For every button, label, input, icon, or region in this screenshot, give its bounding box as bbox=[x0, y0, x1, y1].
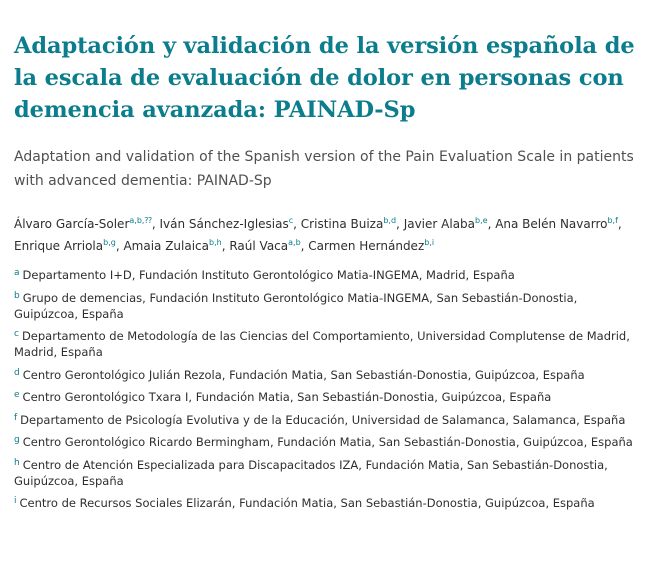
author-name[interactable] bbox=[123, 239, 221, 253]
affiliation-label: a bbox=[14, 268, 20, 278]
author-separator: , bbox=[487, 217, 496, 231]
affiliation-text: Grupo de demencias, Fundación Instituto Gerontológico Matia-INGEMA, San Sebastián-Donostia, Guipúzcoa, España bbox=[14, 290, 578, 321]
affiliation-text: Departamento I+D, Fundación Instituto Gerontológico Matia-INGEMA, Madrid, España bbox=[22, 268, 515, 282]
article-title: Adaptación y validación de la versión española de la escala de evaluación de dolor en personas con demencia avanzada: PAINAD-Sp bbox=[14, 33, 635, 123]
author-name[interactable] bbox=[229, 239, 300, 253]
affiliation-text: Departamento de Metodología de las Ciencias del Comportamiento, Universidad Complutense de Madrid, Madrid, España bbox=[14, 329, 630, 359]
affiliation-label: b bbox=[14, 290, 20, 301]
affiliation-label: f bbox=[14, 412, 18, 423]
author-affiliation-marker[interactable]: b,f bbox=[607, 216, 618, 225]
author-name-text: Ana Belén Navarro bbox=[495, 217, 608, 231]
author-separator: , bbox=[221, 239, 230, 253]
affiliation-item bbox=[14, 367, 635, 383]
affiliation-text: Centro de Atención Especializada para Discapacitados IZA, Fundación Matia, San Sebastián-Donostia, Guipúzcoa, España bbox=[14, 457, 608, 488]
author-affiliation-marker[interactable]: b,g bbox=[103, 238, 116, 247]
affiliation-item bbox=[14, 434, 635, 450]
author-name-text: Carmen Hernández bbox=[308, 239, 425, 253]
author-name[interactable] bbox=[14, 239, 116, 253]
affiliation-item bbox=[14, 457, 635, 489]
affiliation-label: d bbox=[14, 367, 20, 378]
author-name-text: Enrique Arriola bbox=[14, 239, 104, 253]
author-name-text: Javier Alaba bbox=[403, 217, 476, 231]
affiliation-text: Centro Gerontológico Txara I, Fundación Matia, San Sebastián-Donostia, Guipúzcoa, España bbox=[22, 390, 552, 404]
author-separator: , bbox=[151, 217, 160, 231]
author-name-text: Raúl Vaca bbox=[229, 239, 289, 253]
affiliation-label: i bbox=[14, 496, 17, 506]
affiliation-text: Departamento de Psicología Evolutiva y de la Educación, Universidad de Salamanca, Salamanca, España bbox=[20, 412, 626, 427]
affiliation-item bbox=[14, 328, 635, 360]
author-affiliation-marker[interactable]: c bbox=[288, 216, 294, 225]
affiliation-label: g bbox=[14, 435, 20, 445]
author-name-text: Amaia Zulaica bbox=[123, 239, 210, 253]
affiliation-text: Centro Gerontológico Ricardo Bermingham, Fundación Matia, San Sebastián-Donostia, Guipúzcoa, España bbox=[22, 435, 633, 449]
affiliation-item bbox=[14, 267, 635, 283]
author-separator: , bbox=[300, 239, 309, 253]
author-name-text: Iván Sánchez-Iglesias bbox=[159, 217, 289, 231]
author-affiliation-marker[interactable]: b,e bbox=[475, 216, 488, 225]
affiliation-item bbox=[14, 495, 635, 511]
affiliation-label: c bbox=[14, 329, 19, 339]
author-affiliation-marker[interactable]: a,b bbox=[288, 238, 301, 247]
author-name[interactable] bbox=[495, 217, 618, 231]
author-list bbox=[14, 213, 635, 257]
author-affiliation-marker[interactable]: a,b,⁇ bbox=[129, 216, 152, 225]
author-separator: , bbox=[115, 239, 124, 253]
author-affiliation-marker[interactable]: b,i bbox=[424, 238, 435, 247]
affiliation-label: h bbox=[14, 457, 20, 468]
affiliation-label: e bbox=[14, 390, 20, 400]
affiliation-item bbox=[14, 290, 635, 322]
author-separator: , bbox=[396, 217, 404, 231]
affiliation-text: Centro Gerontológico Julián Rezola, Fundación Matia, San Sebastián-Donostia, Guipúzcoa, España bbox=[22, 367, 585, 382]
author-name[interactable] bbox=[301, 217, 396, 231]
author-separator: , bbox=[293, 217, 301, 231]
article-subtitle: Adaptation and validation of the Spanish version of the Pain Evaluation Scale in patients with advanced dementia: PAINAD-Sp bbox=[14, 149, 634, 189]
author-name[interactable] bbox=[159, 217, 293, 231]
author-separator: , bbox=[617, 217, 622, 231]
affiliation-list bbox=[14, 267, 635, 511]
author-affiliation-marker[interactable]: b,h bbox=[209, 238, 222, 247]
author-affiliation-marker[interactable]: b,d bbox=[383, 216, 397, 225]
affiliation-item bbox=[14, 412, 635, 428]
author-name[interactable] bbox=[308, 239, 434, 253]
author-name[interactable] bbox=[404, 217, 488, 231]
affiliation-item bbox=[14, 389, 635, 405]
author-name-text: Cristina Buiza bbox=[300, 217, 384, 231]
affiliation-text: Centro de Recursos Sociales Elizarán, Fundación Matia, San Sebastián-Donostia, Guipúzcoa, España bbox=[19, 496, 595, 510]
author-name[interactable] bbox=[14, 217, 152, 231]
author-name-text: Álvaro García-Soler bbox=[14, 217, 130, 231]
